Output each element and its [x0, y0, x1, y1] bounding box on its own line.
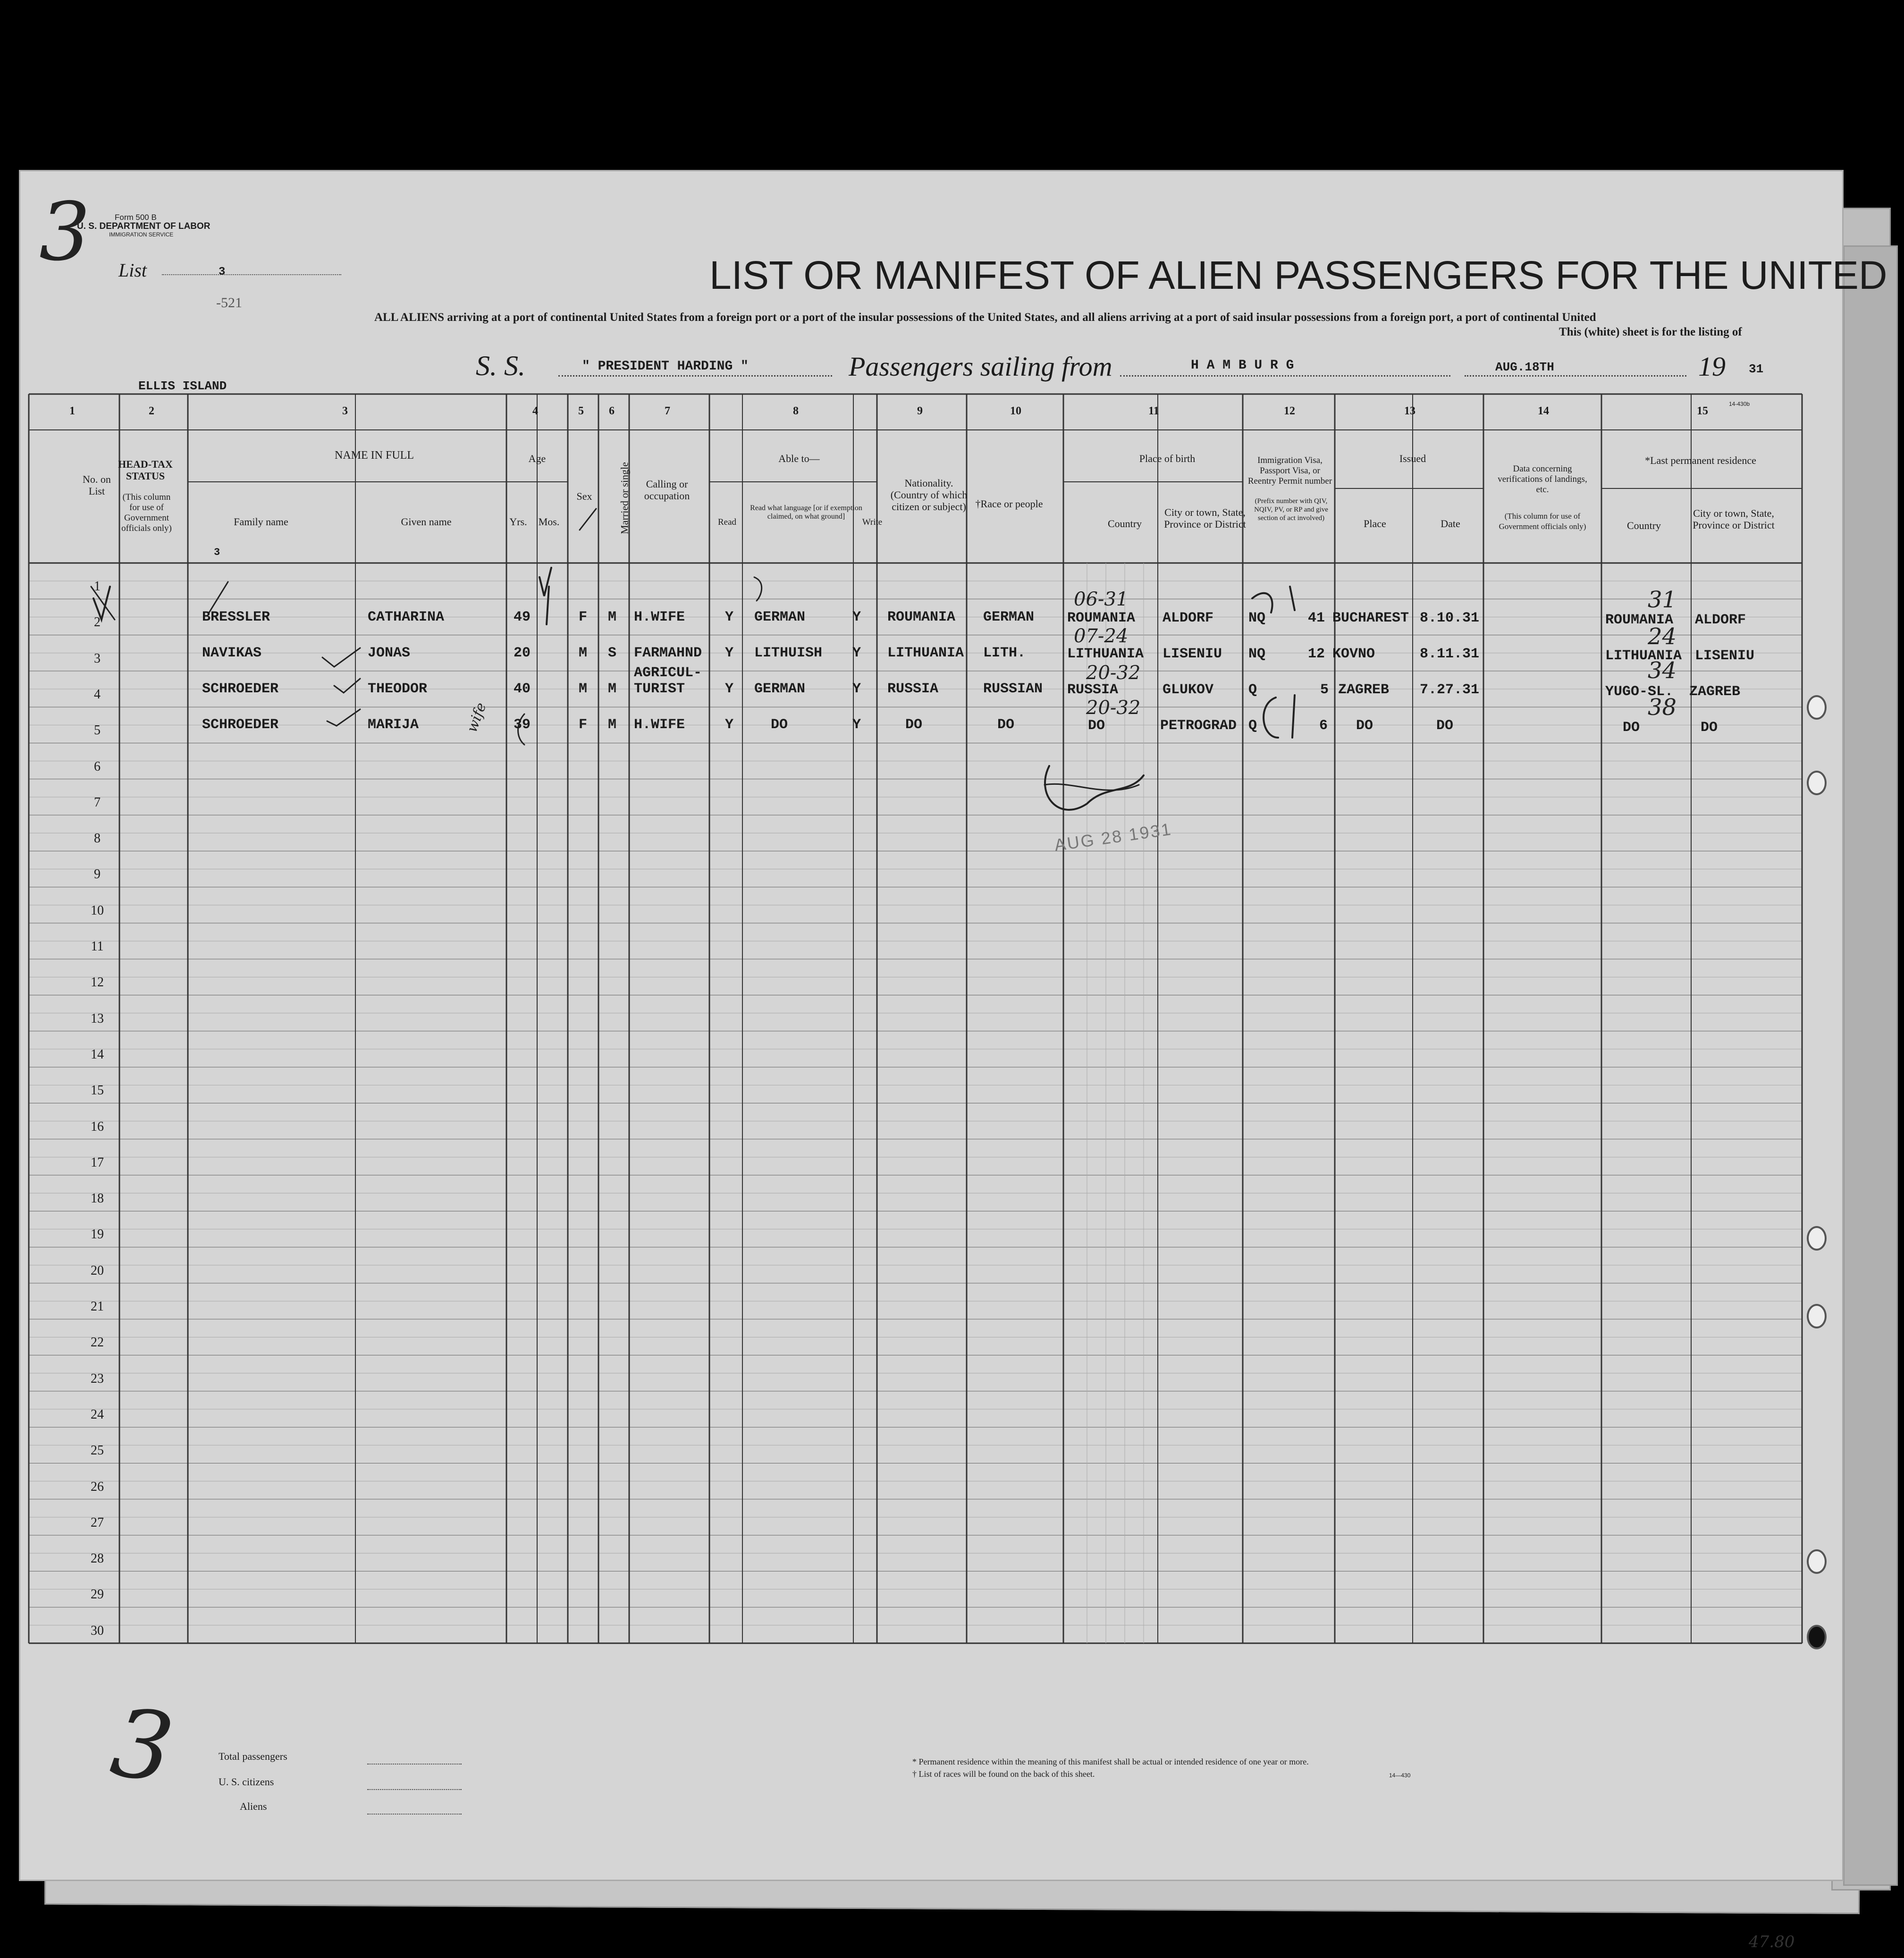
residence-country: DO — [1623, 720, 1640, 736]
race: LITH. — [983, 645, 1026, 661]
residence-annotation: 31 — [1648, 587, 1677, 613]
birth-country: LITHUANIA — [1067, 646, 1144, 662]
header-data-note: (This column for use of Government officials only) — [1499, 512, 1586, 531]
row-number: 11 — [91, 939, 104, 954]
service-label: IMMIGRATION SERVICE — [109, 231, 174, 238]
header-place-of-birth: Place of birth — [1139, 453, 1196, 464]
birth-city: LISENIU — [1163, 646, 1222, 662]
residence-country: ROUMANIA — [1605, 612, 1674, 628]
header-write: Write — [862, 517, 883, 527]
header-nationality: Nationality. (Country of which citizen or subject) — [890, 477, 968, 513]
row-number: 27 — [91, 1515, 104, 1530]
stamp-code: -521 — [216, 295, 242, 311]
birth-annotation: 20-32 — [1086, 697, 1141, 719]
row-number: 6 — [94, 759, 101, 774]
column-number: 9 — [917, 405, 923, 417]
header-issued: Issued — [1399, 453, 1426, 464]
race: DO — [997, 717, 1015, 733]
date-stamp: AUG 28 1931 — [1053, 819, 1173, 855]
row-number: 1 — [94, 579, 101, 594]
sex: M — [579, 645, 588, 661]
list-label: List — [118, 260, 147, 281]
check-mark — [209, 582, 228, 613]
ship-underline — [558, 375, 832, 377]
row-number: 30 — [91, 1623, 104, 1638]
issued-date: DO — [1436, 718, 1454, 734]
age-years: 39 — [514, 717, 531, 733]
visa-prefix: NQ — [1248, 610, 1266, 626]
row-number: 28 — [91, 1551, 104, 1566]
language: GERMAN — [754, 681, 806, 697]
age-years: 49 — [514, 609, 531, 625]
list-underline — [162, 274, 341, 275]
visa-number: 12 — [1308, 646, 1325, 662]
header-race: †Race or people — [975, 498, 1043, 510]
manifest-subtitle-1: ALL ALIENS arriving at a port of continental United States from a foreign port or a port of the insular possessions of the United States, and all aliens arriving at a port of said insular possessions from a foreign port, a port of continental United — [374, 311, 1596, 324]
issued-date: 8.11.31 — [1420, 646, 1480, 662]
write: Y — [852, 717, 861, 733]
row-number: 20 — [91, 1263, 104, 1278]
footer-form-code: 14—430 — [1389, 1772, 1411, 1779]
corner-numbers: 47.80 — [1749, 1933, 1795, 1951]
row-number: 4 — [94, 687, 101, 702]
check-mark — [322, 648, 360, 667]
birth-country: DO — [1088, 718, 1105, 734]
given-name: CATHARINA — [368, 609, 445, 625]
footer-line — [367, 1789, 462, 1790]
row-number: 15 — [91, 1083, 104, 1098]
sex: F — [579, 609, 588, 625]
occupation: TURIST — [634, 681, 685, 697]
birth-annotation: 06-31 — [1074, 588, 1129, 610]
check-mark — [334, 679, 360, 693]
footer-line — [367, 1764, 462, 1765]
column-number: 1 — [69, 405, 75, 417]
header-read: Read — [717, 517, 737, 527]
column-number: 3 — [342, 405, 348, 417]
header-sex: Sex — [576, 490, 592, 502]
column-number: 13 — [1404, 405, 1415, 417]
header-mos: Mos. — [538, 516, 560, 528]
header-data-concerning: Data concerning verifications of landings, etc. — [1498, 464, 1587, 495]
row-number: 29 — [91, 1587, 104, 1602]
row-number: 5 — [94, 723, 101, 738]
column-number: 14 — [1538, 405, 1549, 417]
family-name: BRESSLER — [202, 609, 270, 625]
header-birth-city: City or town, State, Province or District — [1164, 506, 1246, 530]
row-number: 7 — [94, 795, 101, 810]
visa-number: 5 — [1320, 682, 1329, 698]
header-read-language: Read what language [or if exemption claimed, on what ground] — [750, 504, 862, 521]
row-number: 24 — [91, 1407, 104, 1422]
header-given-name: Given name — [401, 516, 452, 528]
row-number: 26 — [91, 1479, 104, 1494]
read: Y — [725, 681, 734, 697]
header-issued-date: Date — [1441, 518, 1460, 529]
row-number: 25 — [91, 1443, 104, 1458]
residence-country: YUGO-SL. — [1605, 684, 1674, 700]
row-number: 14 — [91, 1047, 104, 1062]
check-mark — [580, 509, 596, 530]
row-number: 16 — [91, 1119, 104, 1134]
header-age: Age — [528, 453, 546, 464]
binder-hole — [1807, 1625, 1827, 1649]
column-number: 4 — [532, 405, 538, 417]
column-number: 15 — [1697, 405, 1708, 417]
given-name: THEODOR — [368, 681, 428, 697]
column-number: 6 — [609, 405, 615, 417]
sex: M — [579, 681, 588, 697]
visa-number: 41 — [1308, 610, 1325, 626]
footer-note-2: † List of races will be found on the back of this sheet. — [912, 1769, 1095, 1779]
manifest-title: LIST OR MANIFEST OF ALIEN PASSENGERS FOR THE UNITED — [709, 253, 1887, 297]
header-last-residence: *Last permanent residence — [1645, 454, 1756, 466]
nationality: DO — [905, 717, 923, 733]
manifest-sheet — [19, 170, 1887, 1881]
ss-label: S. S. — [476, 350, 525, 381]
table-grid — [20, 171, 1842, 1880]
language: GERMAN — [754, 609, 806, 625]
write: Y — [852, 609, 861, 625]
footer-us-citizens: U. S. citizens — [219, 1776, 274, 1788]
issued-place: DO — [1356, 718, 1373, 734]
birth-annotation: 07-24 — [1074, 625, 1129, 647]
handwritten-page-number: 3 — [39, 185, 91, 279]
birth-country: RUSSIA — [1067, 682, 1119, 698]
occupation: H.WIFE — [634, 609, 685, 625]
read: Y — [725, 717, 734, 733]
sex: F — [579, 717, 588, 733]
binder-hole — [1807, 771, 1827, 795]
residence-city: ALDORF — [1695, 612, 1746, 628]
port-name: ELLIS ISLAND — [138, 379, 227, 393]
footer-note-1: * Permanent residence within the meaning of this manifest shall be actual or intended residence of one year or more. — [912, 1757, 1309, 1766]
column-number: 8 — [793, 405, 799, 417]
family-column-mark: 3 — [214, 546, 220, 558]
birth-country: ROUMANIA — [1067, 610, 1136, 626]
row-number: 22 — [91, 1335, 104, 1350]
residence-city: LISENIU — [1695, 648, 1755, 664]
footer-aliens: Aliens — [240, 1800, 267, 1812]
occupation: H.WIFE — [634, 717, 685, 733]
residence-city: DO — [1701, 720, 1718, 736]
residence-annotation: 34 — [1648, 657, 1677, 684]
handwritten-stroke — [1292, 695, 1295, 738]
sailing-label: Passengers sailing from — [849, 351, 1112, 382]
married-status: M — [608, 717, 617, 733]
department-label: U. S. DEPARTMENT OF LABOR — [77, 221, 211, 231]
race: GERMAN — [983, 609, 1035, 625]
occupation: FARMAHND — [634, 645, 702, 661]
visa-prefix: NQ — [1248, 646, 1266, 662]
row-number: 13 — [91, 1011, 104, 1026]
race: RUSSIAN — [983, 681, 1043, 697]
age-years: 20 — [514, 645, 531, 661]
residence-annotation: 24 — [1648, 623, 1677, 650]
issued-place: ZAGREB — [1338, 682, 1390, 698]
list-number: 3 — [219, 266, 226, 278]
row-number: 23 — [91, 1371, 104, 1386]
row-number: 10 — [91, 903, 104, 918]
age-years: 40 — [514, 681, 531, 697]
handwritten-stroke — [1252, 593, 1272, 613]
visa-prefix: Q — [1248, 718, 1257, 734]
row-number: 8 — [94, 831, 101, 846]
column-number: 5 — [578, 405, 584, 417]
residence-annotation: 38 — [1648, 694, 1677, 721]
column-number: 2 — [149, 405, 154, 417]
header-able-to: Able to— — [778, 453, 820, 464]
underlying-sheet-edge-2 — [1843, 245, 1898, 1886]
year-prefix: 19 — [1698, 351, 1726, 382]
row-number: 2 — [94, 615, 101, 630]
issued-date: 7.27.31 — [1420, 682, 1480, 698]
family-name: SCHROEDER — [202, 681, 279, 697]
header-head-tax-note: (This column for use of Government officials only) — [121, 492, 172, 533]
date-underline — [1465, 375, 1686, 377]
corner-code: 14-430b — [1729, 401, 1750, 407]
issued-place: KOVNO — [1332, 646, 1375, 662]
handwritten-stroke — [1290, 587, 1295, 610]
header-married: Married or single — [618, 462, 631, 534]
footer-line — [367, 1814, 462, 1815]
nationality: RUSSIA — [887, 681, 939, 697]
row-number: 18 — [91, 1191, 104, 1206]
married-status: M — [608, 609, 617, 625]
family-name: SCHROEDER — [202, 717, 279, 733]
header-yrs: Yrs. — [509, 516, 527, 528]
row-number: 12 — [91, 975, 104, 990]
row-number: 9 — [94, 867, 101, 882]
header-no-on-list: No. on List — [83, 473, 111, 497]
wife-note: wife — [463, 700, 490, 735]
ship-name: " PRESIDENT HARDING " — [582, 359, 749, 374]
nationality: ROUMANIA — [887, 609, 956, 625]
birth-city: GLUKOV — [1163, 682, 1214, 698]
header-res-city: City or town, State, Province or District — [1693, 507, 1775, 531]
married-status: S — [608, 645, 617, 661]
manifest-subtitle-2: This (white) sheet is for the listing of — [1559, 326, 1742, 338]
residence-country: LITHUANIA — [1605, 648, 1682, 664]
column-number: 7 — [665, 405, 670, 417]
write: Y — [852, 645, 861, 661]
family-name: NAVIKAS — [202, 645, 262, 661]
language: DO — [771, 717, 788, 733]
handwritten-bottom-number: 3 — [105, 1687, 180, 1805]
read: Y — [725, 645, 734, 661]
column-number: 11 — [1148, 405, 1159, 417]
column-number: 10 — [1010, 405, 1021, 417]
visa-number: 6 — [1319, 718, 1328, 734]
issued-date: 8.10.31 — [1420, 610, 1480, 626]
visa-prefix: Q — [1248, 682, 1257, 698]
handwritten-stroke — [1264, 697, 1278, 738]
header-head-tax: HEAD-TAX STATUS — [118, 458, 173, 482]
sailing-underline — [1120, 375, 1450, 377]
handwritten-stroke — [754, 577, 762, 601]
column-number: 12 — [1284, 405, 1295, 417]
sailing-date: AUG.18TH — [1495, 360, 1554, 374]
form-number: Form 500 B — [115, 213, 157, 222]
header-name-in-full: NAME IN FULL — [335, 449, 414, 462]
row-number: 21 — [91, 1299, 104, 1314]
header-visa-note: (Prefix number with QIV, NQIV, PV, or RP and give section of act involved) — [1254, 497, 1328, 522]
married-status: M — [608, 681, 617, 697]
row-number: 3 — [94, 651, 101, 666]
nationality: LITHUANIA — [887, 645, 964, 661]
residence-city: ZAGREB — [1689, 684, 1741, 700]
given-name: MARIJA — [368, 717, 419, 733]
header-calling: Calling or occupation — [644, 478, 690, 502]
binder-hole — [1807, 1304, 1827, 1328]
footer-total-passengers: Total passengers — [219, 1750, 287, 1762]
header-issued-place: Place — [1364, 518, 1386, 529]
occupation-line1: AGRICUL- — [634, 665, 702, 681]
row-number: 17 — [91, 1155, 104, 1170]
write: Y — [852, 681, 861, 697]
issued-place: BUCHAREST — [1332, 610, 1409, 626]
binder-hole — [1807, 1549, 1827, 1574]
binder-hole — [1807, 1226, 1827, 1251]
header-res-country: Country — [1626, 520, 1661, 531]
sailing-from: H A M B U R G — [1191, 358, 1294, 373]
birth-city: PETROGRAD — [1160, 718, 1237, 734]
birth-annotation: 20-32 — [1086, 662, 1141, 684]
year: 31 — [1749, 362, 1764, 376]
header-birth-country: Country — [1107, 518, 1142, 529]
language: LITHUISH — [754, 645, 823, 661]
binder-hole — [1807, 695, 1827, 720]
header-visa: Immigration Visa, Passport Visa, or Reentry Permit number — [1247, 455, 1332, 486]
row-number: 19 — [91, 1227, 104, 1242]
header-family-name: Family name — [234, 516, 288, 528]
check-mark — [547, 587, 549, 624]
given-name: JONAS — [368, 645, 411, 661]
birth-city: ALDORF — [1163, 610, 1214, 626]
read: Y — [725, 609, 734, 625]
